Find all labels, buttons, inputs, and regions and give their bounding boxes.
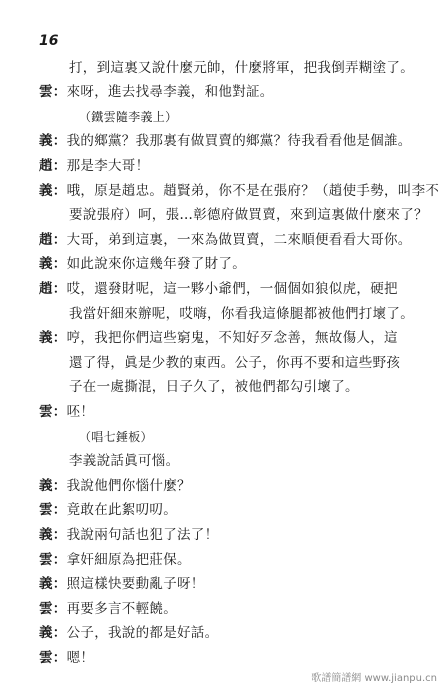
script-line-14: 子在一處撕混，日子久了，被他們都勾引壞了。 — [69, 379, 359, 395]
script-line-5: 趙：那是李大哥！ — [39, 158, 150, 174]
script-line-19: 雲：竟敢在此絮叨叨。 — [39, 502, 178, 518]
script-line-6: 義：哦，原是趙忠。趙賢弟，你不是在張府？（趙使手勢，叫李不 — [39, 183, 440, 199]
aria-heading: （唱七錘板） — [79, 430, 153, 444]
script-line-20: 義：我說兩句話也犯了法了！ — [39, 527, 219, 543]
script-line-13: 還了得，眞是少教的東西。公子，你再不要和這些野孩 — [69, 355, 401, 371]
script-line-18: 義：我說他們你惱什麼？ — [39, 478, 191, 494]
site-watermark: 歌譜簡譜網 www.jianpu.cn — [311, 673, 437, 684]
script-line-23: 雲：再要多言不輕饒。 — [39, 601, 178, 617]
page-number: 16 — [39, 33, 59, 49]
stage-direction: （鐵雲隨李義上） — [79, 110, 178, 124]
script-line-24: 義：公子，我說的都是好話。 — [39, 625, 219, 641]
script-line-10: 趙：哎，還發財呢，這一夥小爺們，一個個如狼似虎，硬把 — [39, 281, 398, 297]
script-line-7: 要說張府）呵，張…彰德府做買賣，來到這裏做什麼來了？ — [69, 207, 428, 223]
script-line-1: 打，到這裏又說什麼元帥，什麼將軍，把我倒弄糊塗了。 — [69, 60, 414, 76]
script-line-25: 雲：嗯！ — [39, 650, 95, 666]
sung-line: 李義說話眞可惱。 — [69, 453, 180, 469]
script-line-2: 雲：來呀，進去找尋李義，和他對証。 — [39, 84, 274, 100]
script-line-8: 趙：大哥，弟到這裏，一來為做買賣，二來順便看看大哥你。 — [39, 232, 412, 248]
script-line-22: 義：照這樣快要動亂子呀！ — [39, 576, 205, 592]
script-line-4: 義：我的鄉黨？我那裏有做買賣的鄉黨？待我看看他是個誰。 — [39, 133, 412, 149]
script-line-21: 雲：拿奸細原為把莊保。 — [39, 552, 191, 568]
script-line-15: 雲：呸！ — [39, 404, 95, 420]
script-line-11: 我當奸細來辦呢，哎嗨，你看我這條腿都被他們打壞了。 — [69, 306, 414, 322]
script-line-12: 義：哼，我把你們這些窮鬼，不知好歹念善，無故傷人，這 — [39, 330, 398, 346]
script-line-9: 義：如此說來你這幾年發了財了。 — [39, 256, 247, 272]
